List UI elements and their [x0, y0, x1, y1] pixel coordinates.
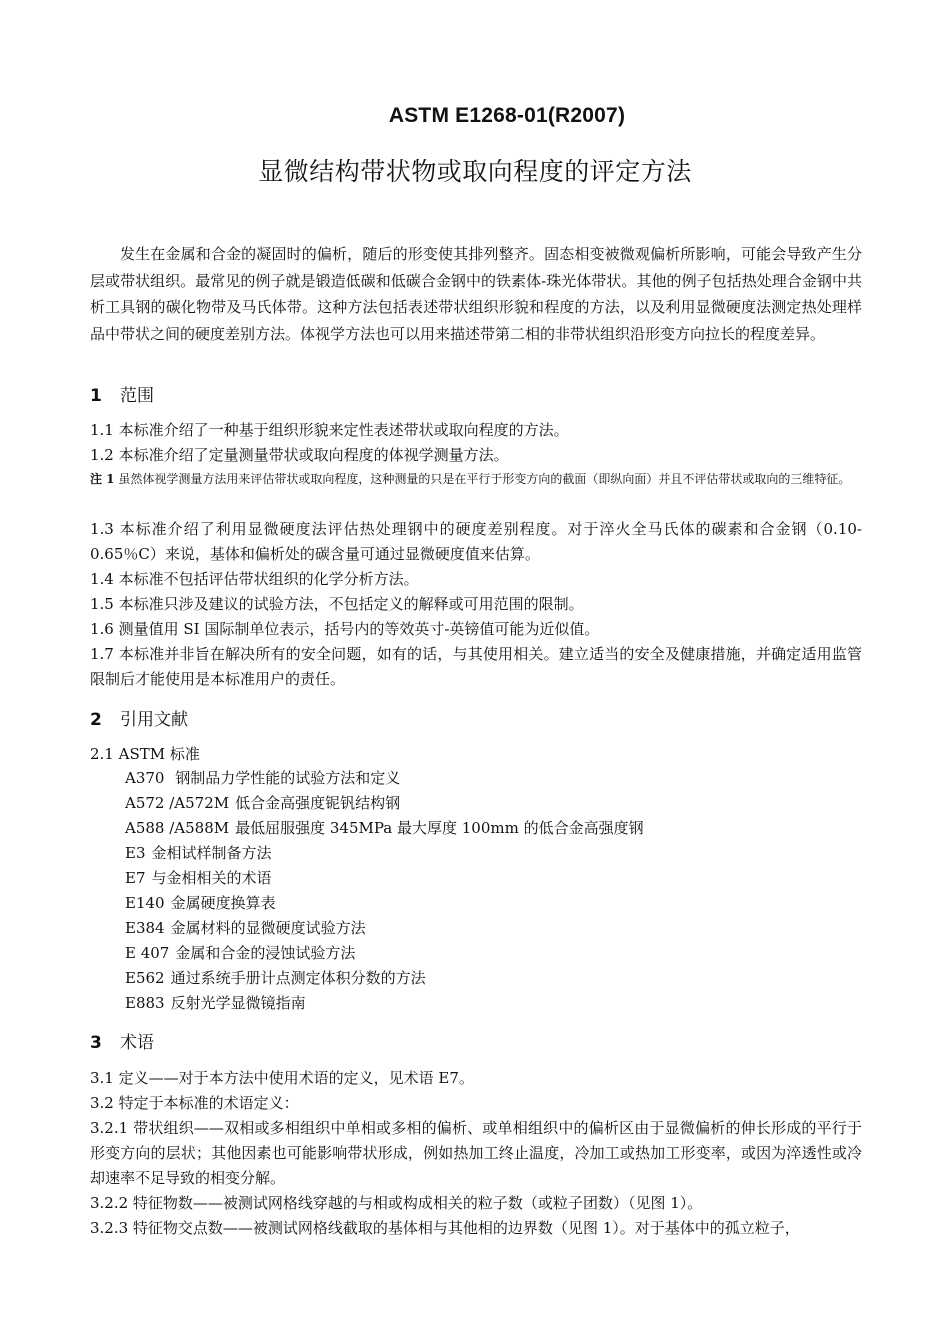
reference-title: 金属材料的显微硬度试验方法 [170, 919, 366, 937]
clause-3-2-3: 3.2.3 特征物交点数——被测试网格线截取的基体相与其他相的边界数（见图 1）。对于基体中的孤立粒子， [90, 1219, 800, 1237]
intro-paragraph: 发生在金属和合金的凝固时的偏析，随后的形变使其排列整齐。固态相变被微观偏析所影响，可能会导致产生分层或带状组织。最常见的例子就是锻造低碳和低碳合金钢中的铁素体-珠光体带状。其他的例子包括热处理合金钢中共析工具钢的碳化物带及马氏体带。这种方法包括表述带状组织形貌和程度的方法，以及利用显微硬度法测定热处理样品中带状之间的硬度差别方法。体视学方法也可以用来描述带第二相的非带状组织沿形变方向拉长的程度差异。 [90, 245, 862, 343]
clause-1-6: 1.6 测量值用 SI 国际制单位表示，括号内的等效英寸-英镑值可能为近似值。 [90, 620, 600, 638]
note-text: 虽然体视学测量方法用来评估带状或取向程度，这种测量的只是在平行于形变方向的截面（即纵向面）并且不评估带状或取向的三维特征。 [118, 472, 851, 486]
reference-title: 钢制品力学性能的试验方法和定义 [170, 769, 401, 787]
reference-title: 金属硬度换算表 [170, 894, 276, 912]
clause-1-3: 1.3 本标准介绍了利用显微硬度法评估热处理钢中的硬度差别程度。对于淬火全马氏体的碳素和合金钢（0.10-0.65％C）来说，基体和偏析处的碳含量可通过显微硬度值来估算。 [90, 520, 862, 563]
reference-item [125, 966, 426, 991]
clause-1-2: 1.2 本标准介绍了定量测量带状或取向程度的体视学测量方法。 [90, 446, 509, 464]
reference-title: 与金相相关的术语 [151, 869, 272, 887]
reference-item [125, 866, 272, 891]
reference-title: 金相试样制备方法 [151, 844, 272, 862]
clause-1-1: 1.1 本标准介绍了一种基于组织形貌来定性表述带状或取向程度的方法。 [90, 421, 569, 439]
note-1 [90, 467, 862, 492]
section-title: 术语 [120, 1033, 154, 1053]
reference-title: 反射光学显微镜指南 [170, 994, 306, 1012]
section-title: 范围 [120, 386, 154, 406]
section-1-heading [90, 381, 154, 406]
reference-item [125, 791, 400, 816]
reference-item [125, 841, 272, 866]
clause-3-2-1: 3.2.1 带状组织——双相或多相组织中单相或多相的偏析、或单相组织中的偏析区由于显微偏析的伸长形成的平行于形变方向的层状；其他因素也可能影响带状形成，例如热加工终止温度，冷加工或热加工形变率，或因为淬透性或冷却速率不足导致的相变分解。 [90, 1119, 862, 1187]
reference-code: E384 [125, 919, 165, 937]
reference-code: A572 /A572M [125, 794, 230, 812]
reference-code: A588 /A588M [125, 819, 230, 837]
reference-item [125, 891, 276, 916]
section-title: 引用文献 [120, 710, 188, 730]
reference-code: E3 [125, 844, 146, 862]
clause-2-1: 2.1 ASTM 标准 [90, 745, 200, 763]
section-number: 2 [90, 710, 102, 730]
clause-3-2: 3.2 特定于本标准的术语定义： [90, 1094, 299, 1112]
reference-code: E7 [125, 869, 146, 887]
reference-item [125, 816, 644, 841]
reference-item [125, 991, 306, 1016]
reference-code: E562 [125, 969, 165, 987]
reference-code: E883 [125, 994, 165, 1012]
reference-item [125, 941, 355, 966]
note-label: 注 1 [90, 472, 115, 486]
reference-title: 最低屈服强度 345MPa 最大厚度 100mm 的低合金高强度钢 [235, 819, 644, 837]
standard-number: ASTM E1268-01(R2007) [388, 104, 626, 127]
reference-code: A370 [125, 769, 165, 787]
reference-title: 低合金高强度铌钒结构钢 [235, 794, 401, 812]
reference-code: E140 [125, 894, 165, 912]
clause-3-1: 3.1 定义——对于本方法中使用术语的定义，见术语 E7。 [90, 1069, 474, 1087]
reference-title: 通过系统手册计点测定体积分数的方法 [170, 969, 426, 987]
section-number: 3 [90, 1033, 102, 1053]
reference-item [125, 766, 400, 791]
reference-code: E 407 [125, 944, 170, 962]
section-2-heading [90, 705, 188, 730]
reference-item [125, 916, 366, 941]
section-number: 1 [90, 386, 102, 406]
reference-title: 金属和合金的浸蚀试验方法 [175, 944, 356, 962]
document-title: 显微结构带状物或取向程度的评定方法 [258, 157, 692, 186]
clause-3-2-2: 3.2.2 特征物数——被测试网格线穿越的与相或构成相关的粒子数（或粒子团数）（见图 1）。 [90, 1194, 703, 1212]
clause-1-4: 1.4 本标准不包括评估带状组织的化学分析方法。 [90, 570, 419, 588]
section-3-heading [90, 1028, 154, 1053]
clause-1-7: 1.7 本标准并非旨在解决所有的安全问题，如有的话，与其使用相关。建立适当的安全及健康措施，并确定适用监管限制后才能使用是本标准用户的责任。 [90, 645, 862, 688]
clause-1-5: 1.5 本标准只涉及建议的试验方法，不包括定义的解释或可用范围的限制。 [90, 595, 584, 613]
